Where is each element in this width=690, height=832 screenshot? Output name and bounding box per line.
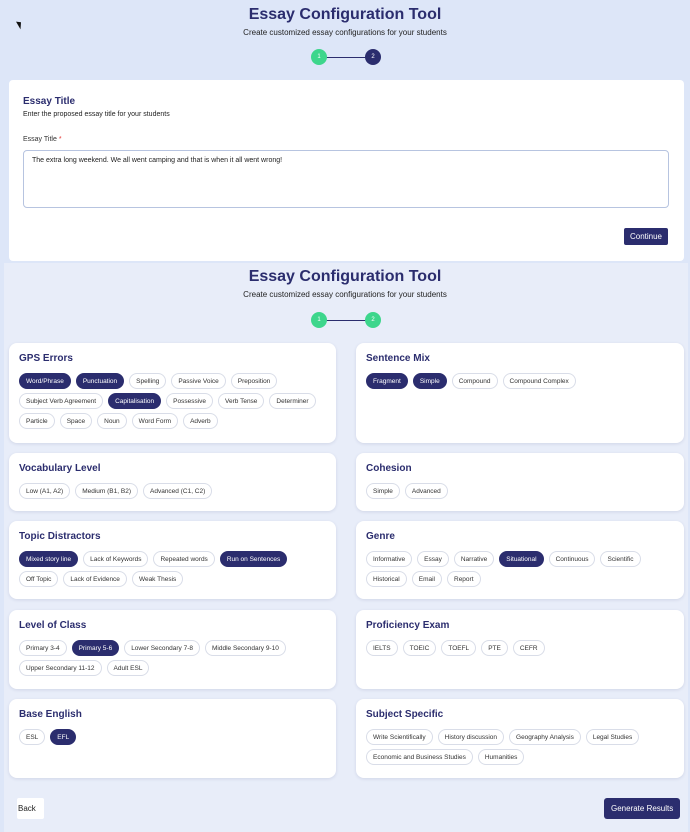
option-chip[interactable]: TOEFL: [441, 640, 476, 656]
option-chip[interactable]: Mixed story line: [19, 551, 78, 567]
option-chip[interactable]: Narrative: [454, 551, 494, 567]
option-chip[interactable]: CEFR: [513, 640, 545, 656]
essay-title-hint: Enter the proposed essay title for your students: [23, 111, 170, 118]
option-chip[interactable]: PTE: [481, 640, 508, 656]
option-chip[interactable]: Primary 5-6: [72, 640, 120, 656]
proficiency-exam-options: [366, 640, 674, 656]
option-chip[interactable]: Preposition: [231, 373, 278, 389]
back-button[interactable]: Back: [17, 798, 44, 819]
genre-title: Genre: [366, 531, 395, 542]
gps-errors-card: [9, 343, 336, 443]
option-chip[interactable]: Advanced (C1, C2): [143, 483, 212, 499]
topic-distractors-card: [9, 521, 336, 599]
topic-distractors-title: Topic Distractors: [19, 531, 101, 542]
option-chip[interactable]: Particle: [19, 413, 55, 429]
option-chip[interactable]: Verb Tense: [218, 393, 264, 409]
option-chip[interactable]: TOEIC: [403, 640, 437, 656]
option-chip[interactable]: Informative: [366, 551, 412, 567]
level-of-class-options: [19, 640, 326, 676]
option-chip[interactable]: Humanities: [478, 749, 525, 765]
level-of-class-title: Level of Class: [19, 620, 87, 631]
option-chip[interactable]: Email: [412, 571, 442, 587]
option-chip[interactable]: Spelling: [129, 373, 166, 389]
config-header: [0, 267, 690, 299]
level-of-class-card: [9, 610, 336, 689]
option-chip[interactable]: Adult ESL: [107, 660, 150, 676]
genre-options: [366, 551, 674, 587]
option-chip[interactable]: Lack of Keywords: [83, 551, 148, 567]
option-chip[interactable]: Geography Analysis: [509, 729, 581, 745]
subject-specific-options: [366, 729, 674, 765]
option-chip[interactable]: Space: [60, 413, 92, 429]
config-title: Essay Configuration Tool: [248, 268, 442, 285]
base-english-card: [9, 699, 336, 778]
option-chip[interactable]: Simple: [366, 483, 400, 499]
option-chip[interactable]: Lack of Evidence: [63, 571, 127, 587]
essay-title-label: [23, 136, 62, 143]
generate-results-button[interactable]: Generate Results: [604, 798, 680, 819]
gps-errors-options: [19, 373, 326, 429]
option-chip[interactable]: Situational: [499, 551, 543, 567]
step-2-indicator[interactable]: 2: [365, 312, 381, 328]
option-chip[interactable]: Report: [447, 571, 481, 587]
option-chip[interactable]: Continuous: [549, 551, 596, 567]
config-stepper: [311, 312, 383, 328]
genre-card: [356, 521, 684, 599]
option-chip[interactable]: Advanced: [405, 483, 448, 499]
option-chip[interactable]: Low (A1, A2): [19, 483, 70, 499]
option-chip[interactable]: Write Scientifically: [366, 729, 433, 745]
sentence-mix-card: [356, 343, 684, 443]
topic-distractors-options: [19, 551, 326, 587]
option-chip[interactable]: Capitalisation: [108, 393, 161, 409]
gps-errors-title: GPS Errors: [19, 353, 73, 364]
option-chip[interactable]: IELTS: [366, 640, 398, 656]
top-header: [0, 5, 690, 37]
essay-title-card: [9, 80, 684, 261]
continue-button[interactable]: Continue: [624, 228, 668, 245]
option-chip[interactable]: Possessive: [166, 393, 213, 409]
vocabulary-level-title: Vocabulary Level: [19, 463, 101, 474]
base-english-options: [19, 729, 326, 745]
essay-title-input[interactable]: [23, 150, 669, 208]
option-chip[interactable]: Compound Complex: [503, 373, 576, 389]
option-chip[interactable]: Lower Secondary 7-8: [124, 640, 200, 656]
sentence-mix-options: [366, 373, 674, 389]
option-chip[interactable]: EFL: [50, 729, 76, 745]
essay-title-heading: Essay Title: [23, 96, 76, 107]
proficiency-exam-title: Proficiency Exam: [366, 620, 450, 631]
option-chip[interactable]: Historical: [366, 571, 407, 587]
vocabulary-level-options: [19, 483, 326, 499]
option-chip[interactable]: ESL: [19, 729, 45, 745]
option-chip[interactable]: Run on Sentences: [220, 551, 287, 567]
cohesion-title: Cohesion: [366, 463, 412, 474]
option-chip[interactable]: Determiner: [269, 393, 315, 409]
cohesion-options: [366, 483, 674, 499]
step-1-indicator[interactable]: 1: [311, 49, 327, 65]
option-chip[interactable]: Noun: [97, 413, 127, 429]
essay-title-label-text: Essay Title: [23, 136, 57, 143]
cohesion-card: [356, 453, 684, 511]
step-1-indicator[interactable]: 1: [311, 312, 327, 328]
subject-specific-card: [356, 699, 684, 778]
page-subtitle: Create customized essay configurations for your students: [243, 28, 447, 37]
sentence-mix-title: Sentence Mix: [366, 353, 430, 364]
subject-specific-title: Subject Specific: [366, 709, 444, 720]
option-chip[interactable]: Repeated words: [153, 551, 214, 567]
option-chip[interactable]: Primary 3-4: [19, 640, 67, 656]
option-chip[interactable]: Essay: [417, 551, 449, 567]
vocabulary-level-card: [9, 453, 336, 511]
option-chip[interactable]: Legal Studies: [586, 729, 639, 745]
option-chip[interactable]: Simple: [413, 373, 447, 389]
option-chip[interactable]: Compound: [452, 373, 498, 389]
required-marker: *: [58, 136, 62, 143]
option-chip[interactable]: Fragment: [366, 373, 408, 389]
top-stepper: [311, 49, 383, 65]
option-chip[interactable]: Adverb: [183, 413, 218, 429]
option-chip[interactable]: Medium (B1, B2): [75, 483, 138, 499]
proficiency-exam-card: [356, 610, 684, 689]
option-chip[interactable]: History discussion: [438, 729, 504, 745]
option-chip[interactable]: Weak Thesis: [132, 571, 183, 587]
option-chip[interactable]: Word/Phrase: [19, 373, 71, 389]
option-chip[interactable]: Punctuation: [76, 373, 124, 389]
option-chip[interactable]: Economic and Business Studies: [366, 749, 473, 765]
option-chip[interactable]: Subject Verb Agreement: [19, 393, 103, 409]
config-subtitle: Create customized essay configurations for your students: [243, 290, 447, 299]
option-chip[interactable]: Word Form: [132, 413, 178, 429]
base-english-title: Base English: [19, 709, 82, 720]
option-chip[interactable]: Scientific: [600, 551, 640, 567]
option-chip[interactable]: Off Topic: [19, 571, 58, 587]
option-chip[interactable]: Passive Voice: [171, 373, 225, 389]
option-chip[interactable]: Upper Secondary 11-12: [19, 660, 102, 676]
option-chip[interactable]: Middle Secondary 9-10: [205, 640, 286, 656]
step-2-indicator[interactable]: 2: [365, 49, 381, 65]
page-title: Essay Configuration Tool: [248, 6, 442, 23]
